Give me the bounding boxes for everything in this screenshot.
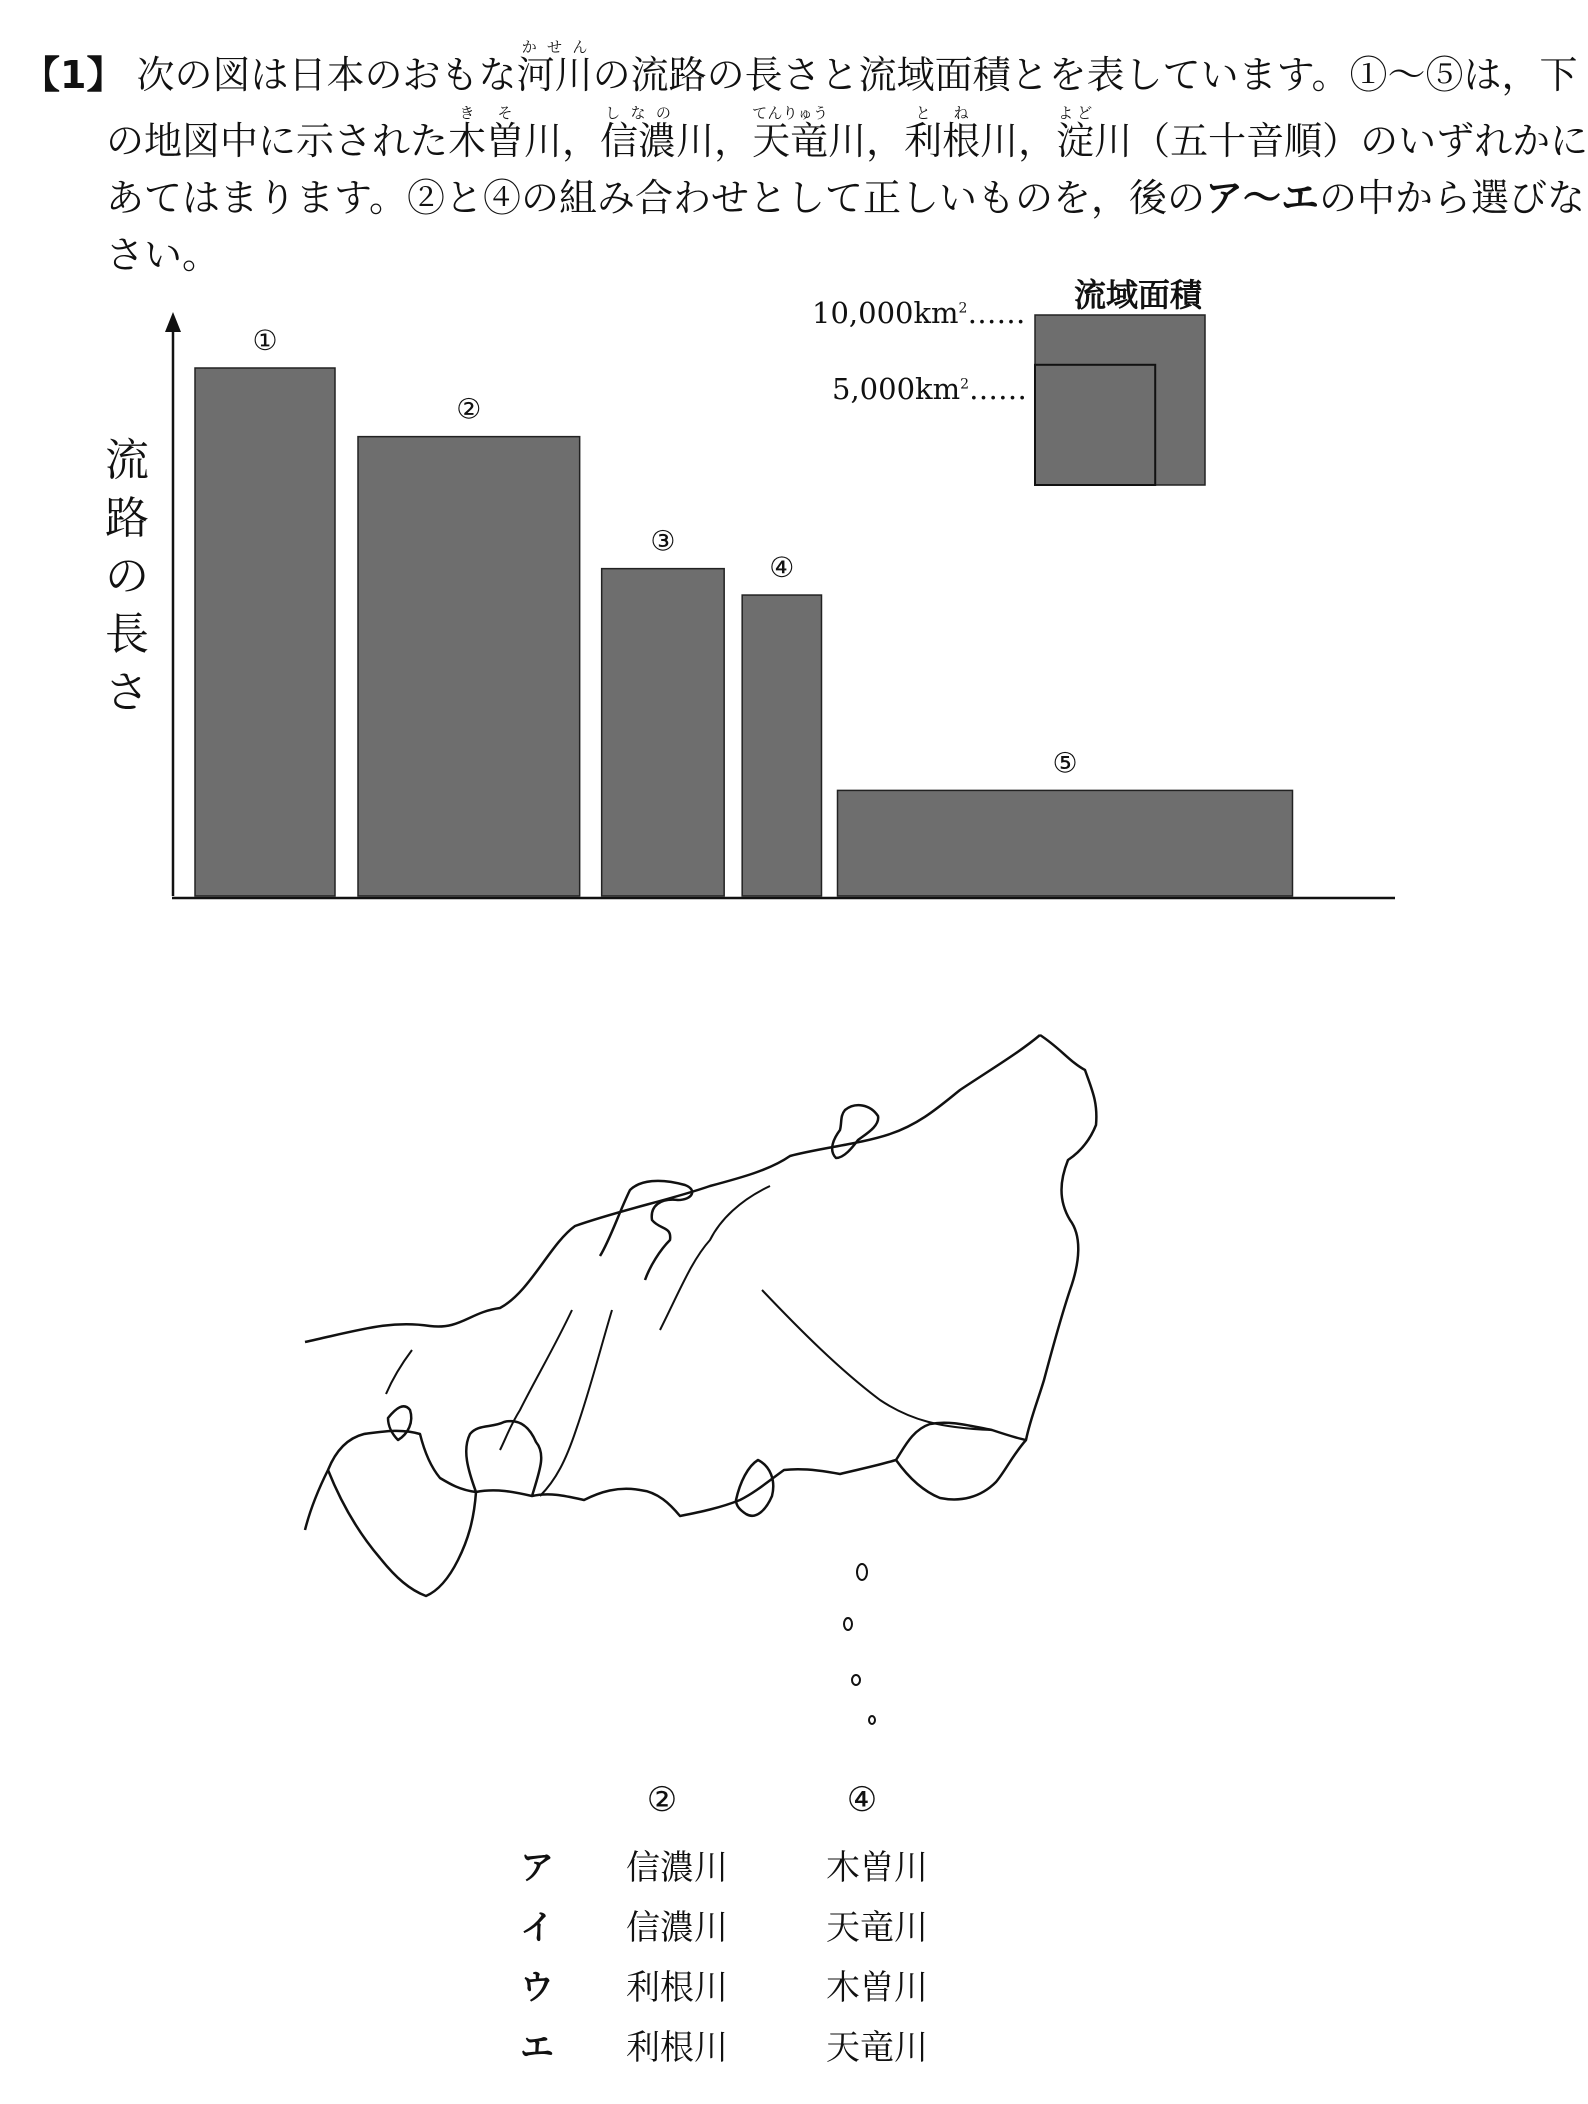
area-legend — [1035, 315, 1205, 485]
river-tone — [762, 1290, 992, 1430]
option-key: ア — [520, 1848, 554, 1888]
option-row[interactable] — [520, 2020, 1020, 2080]
question-number: 【1】 — [22, 53, 125, 97]
option-row[interactable] — [520, 1960, 1020, 2020]
question-line1-b: の流路の長さと流域面積とを表しています。①～⑤は，下 — [592, 53, 1578, 97]
river-tenryu — [540, 1310, 612, 1496]
option-row[interactable] — [520, 1840, 1020, 1900]
option-row[interactable] — [520, 1900, 1020, 1960]
island-miyake — [852, 1675, 860, 1685]
question-line2-f: 川（五十音順）のいずれかに — [1094, 119, 1588, 163]
bar-4 — [742, 595, 821, 896]
map-coastline-japan-sea — [305, 1035, 1040, 1342]
map-izu-peninsula — [736, 1460, 773, 1516]
question-line4: さい。 — [106, 233, 221, 277]
option-header-4: ④ — [846, 1780, 878, 1820]
bar-label-4: ④ — [769, 551, 795, 585]
option-header-2: ② — [646, 1780, 678, 1820]
option-value-4: 天竜川 — [826, 2028, 928, 2068]
ruby-kiso: 木曽きそ — [448, 104, 525, 163]
river-chart — [0, 0, 1480, 930]
legend-title: 流域面積 — [1074, 276, 1203, 314]
river-yodo — [386, 1350, 412, 1394]
island-oshima — [857, 1564, 867, 1580]
option-value-4: 木曽川 — [826, 1848, 928, 1888]
option-value-4: 木曽川 — [826, 1968, 928, 2008]
map-rivers — [386, 1186, 992, 1496]
option-key: イ — [520, 1908, 554, 1948]
map-boso-peninsula — [896, 1440, 1026, 1499]
island-niijima — [844, 1618, 852, 1630]
question-line3-c: の中から選びな — [1318, 176, 1585, 220]
bar-5 — [838, 790, 1293, 896]
question-line2-c: 川， — [676, 119, 753, 163]
map-islands — [844, 1564, 875, 1724]
question-line2-b: 川， — [524, 119, 601, 163]
option-value-2: 利根川 — [626, 2028, 728, 2068]
option-value-2: 信濃川 — [626, 1848, 728, 1888]
bar-label-3: ③ — [650, 524, 676, 558]
question-line3-b: ア～エ — [1204, 176, 1319, 220]
legend-ref-small: $5,000km^2\dots\dots$ — [832, 372, 1028, 406]
map-sado-island — [832, 1105, 878, 1158]
bar-label-5: ⑤ — [1052, 746, 1078, 780]
y-axis-label: 流路の長さ — [105, 435, 149, 718]
ruby-tone: 利根とね — [904, 104, 981, 163]
question-line2-d: 川， — [828, 119, 905, 163]
option-value-2: 信濃川 — [626, 1908, 728, 1948]
ruby-yodo: 淀よど — [1056, 104, 1095, 163]
ruby-kasen: 河川かせん — [516, 38, 593, 97]
map-pacific-coastline — [305, 1035, 1096, 1530]
map-ise-bay — [466, 1421, 541, 1496]
river-shinano — [660, 1186, 770, 1330]
legend-ref-large: $10,000km^2\dots\dots$ — [812, 296, 1026, 330]
question-line3-a: あてはまります。②と④の組み合わせとして正しいものを，後の — [106, 176, 1205, 220]
option-key: ウ — [520, 1968, 554, 2008]
map-kii-peninsula — [328, 1470, 476, 1596]
legend-square-large — [1035, 315, 1205, 485]
option-value-4: 天竜川 — [826, 1908, 928, 1948]
map-awaji-island — [388, 1406, 411, 1440]
y-axis-arrow — [165, 312, 181, 332]
bar-3 — [602, 569, 725, 896]
island-hachijo — [869, 1716, 875, 1724]
question-line2-a: の地図中に示された — [106, 119, 449, 163]
river-kiso — [500, 1310, 572, 1450]
japan-map — [300, 1030, 1300, 1750]
option-key: エ — [520, 2028, 554, 2068]
ruby-tenryu: 天竜てんりゅう — [752, 104, 829, 163]
question-line2-e: 川， — [980, 119, 1057, 163]
question-line1-a: 次の図は日本のおもな — [136, 53, 517, 97]
ruby-shinano: 信濃しなの — [600, 104, 677, 163]
bar-label-2: ② — [456, 392, 482, 426]
option-value-2: 利根川 — [626, 1968, 728, 2008]
bar-2 — [358, 437, 580, 896]
bar-label-1: ① — [252, 324, 278, 357]
bar-1 — [195, 368, 335, 896]
